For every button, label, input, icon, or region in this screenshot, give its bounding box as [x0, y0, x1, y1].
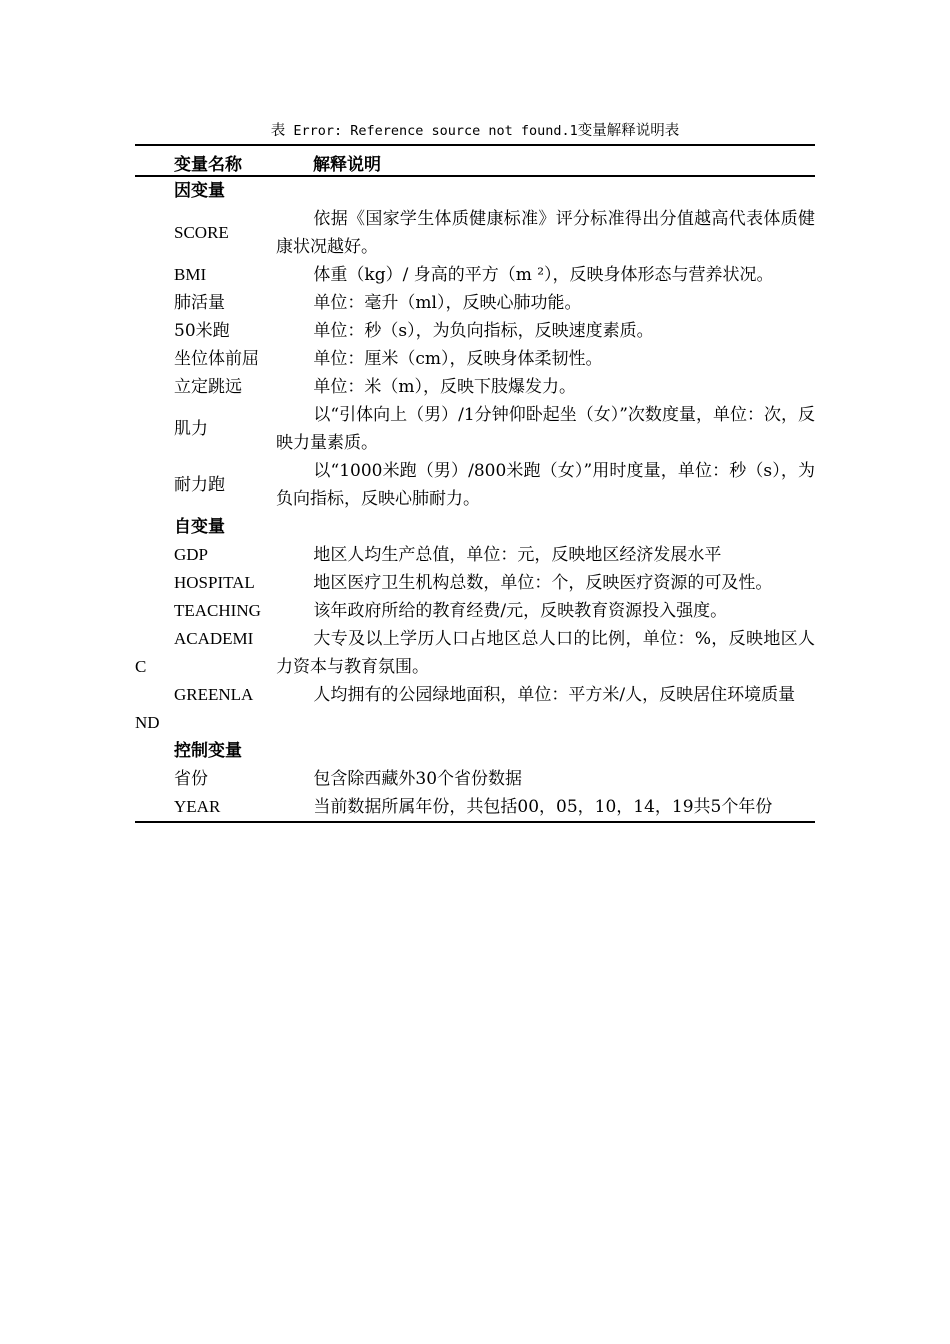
variable-description: 该年政府所给的教育经费/元，反映教育资源投入强度。: [313, 601, 728, 621]
table-row: [135, 765, 815, 793]
variable-description: 地区人均生产总值，单位：元，反映地区经济发展水平: [313, 545, 722, 565]
variable-description: 人均拥有的公园绿地面积，单位：平方米/人，反映居住环境质量: [313, 685, 796, 705]
variable-name: TEACHING: [174, 601, 261, 620]
table-row: [135, 457, 815, 513]
variable-name: 肌力: [174, 419, 208, 439]
table-row: [135, 289, 815, 317]
variable-description: 单位：米（m），反映下肢爆发力。: [313, 377, 577, 397]
variable-description: 大专及以上学历人口占地区总人口的比例，单位：%，反映地区人力资本与教育氛围。: [276, 629, 815, 677]
variable-description: 单位：秒（s），为负向指标，反映速度素质。: [313, 321, 654, 341]
variable-name: [135, 625, 276, 681]
group-control: 控制变量: [174, 741, 242, 761]
table-row: [135, 261, 815, 289]
table-row: [135, 541, 815, 569]
variable-description: 包含除西藏外30个省份数据: [313, 769, 523, 789]
table-row: [135, 793, 815, 821]
header-description: 解释说明: [313, 155, 381, 175]
variable-description: 当前数据所属年份，共包括00，05，10，14，19共5个年份: [313, 797, 773, 817]
variable-name: 省份: [174, 769, 208, 789]
variable-name: [135, 681, 276, 737]
table-row: [135, 205, 815, 261]
variable-description: 单位：厘米（cm），反映身体柔韧性。: [313, 349, 603, 369]
variable-name: 50米跑: [174, 321, 230, 341]
table-row: [135, 317, 815, 345]
variable-name: 立定跳远: [174, 377, 242, 397]
table-row: [135, 597, 815, 625]
variable-name: SCORE: [174, 223, 229, 242]
variable-name-part2: ND: [135, 713, 160, 732]
variable-table: [135, 144, 815, 823]
table-caption: [0, 119, 950, 140]
table-header: [135, 146, 815, 177]
variable-name: 坐位体前屈: [174, 349, 259, 369]
variable-name-part1: ACADEMI: [174, 629, 254, 648]
variable-description: 地区医疗卫生机构总数，单位：个，反映医疗资源的可及性。: [313, 573, 773, 593]
variable-name: YEAR: [174, 797, 221, 816]
table-row: [135, 569, 815, 597]
table-row: [135, 373, 815, 401]
header-variable-name: 变量名称: [174, 155, 242, 175]
variable-name: GDP: [174, 545, 209, 564]
variable-name: 肺活量: [174, 293, 225, 313]
table-row: [135, 401, 815, 457]
variable-description: 依据《国家学生体质健康标准》评分标准得出分值越高代表体质健康状况越好。: [276, 209, 815, 257]
variable-description: 以“1000米跑（男）/800米跑（女）”用时度量，单位：秒（s），为负向指标，反映心肺耐力。: [276, 461, 815, 509]
caption-suffix: 变量解释说明表: [577, 123, 680, 139]
table-row: [135, 625, 815, 681]
group-dependent: 因变量: [174, 181, 225, 201]
caption-reference-error: Error: Reference source not found.1: [285, 123, 578, 139]
variable-description: 以“引体向上（男）/1分钟仰卧起坐（女）”次数度量，单位：次，反映力量素质。: [276, 405, 815, 453]
variable-name-part2: C: [135, 657, 147, 676]
variable-name-part1: GREENLA: [174, 685, 254, 704]
caption-prefix: 表: [270, 123, 286, 139]
variable-name: 耐力跑: [174, 475, 225, 495]
table-row: [135, 681, 815, 737]
group-independent: 自变量: [174, 517, 225, 537]
variable-name: BMI: [174, 265, 207, 284]
variable-name: HOSPITAL: [174, 573, 255, 592]
variable-description: 体重（kg）/ 身高的平方（m ²），反映身体形态与营养状况。: [313, 265, 774, 285]
variable-description: 单位：毫升（ml），反映心肺功能。: [313, 293, 582, 313]
table-row: [135, 345, 815, 373]
